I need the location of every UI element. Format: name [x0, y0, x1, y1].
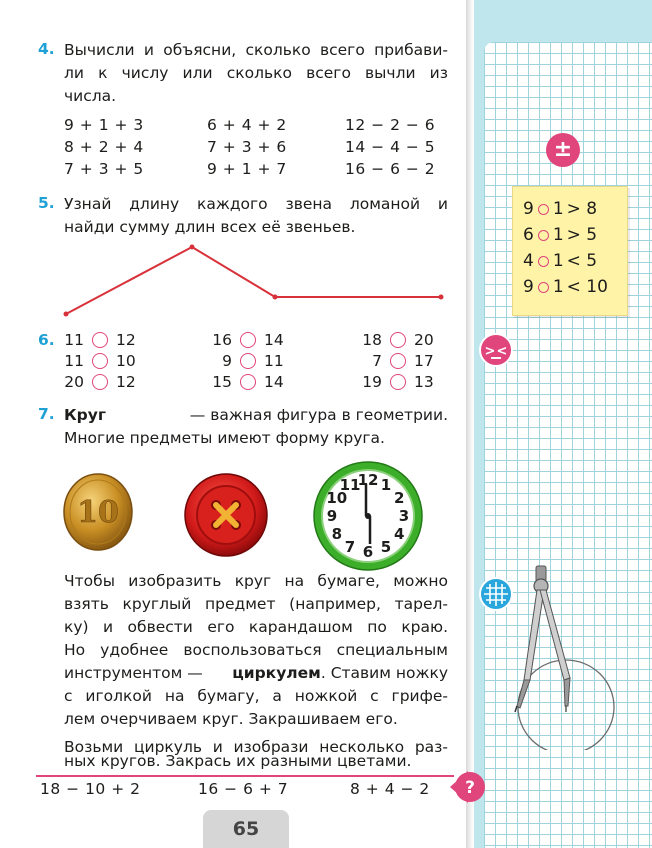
expression: 14 − 4 − 5	[345, 138, 436, 156]
note-row: 6 1 > 5	[523, 225, 598, 245]
comparison-row: 15 14	[212, 373, 284, 391]
expression: 8 + 2 + 4	[64, 138, 144, 156]
compare-circle[interactable]	[538, 282, 549, 293]
compare-circle[interactable]	[92, 332, 108, 348]
clock-numeral: 9	[326, 507, 338, 525]
broken-line-figure	[0, 0, 466, 330]
clock-numeral: 1	[380, 475, 392, 494]
expression: 6 + 4 + 2	[207, 116, 287, 134]
task-5-number: 5.	[38, 194, 55, 212]
task-7-text-line: инструментом — циркулем . Ставим ножку	[64, 662, 448, 685]
comparison-note	[512, 186, 628, 316]
compare-circle[interactable]	[390, 332, 406, 348]
compare-circle[interactable]	[240, 353, 256, 369]
task-7-text-line: с иголкой на бумагу, а ножкой с грифе-	[64, 687, 448, 705]
svg-text:>: >	[484, 344, 496, 359]
task-4-text-line: Вычисли и объясни, сколько всего прибави-	[64, 41, 448, 59]
compare-circle[interactable]	[240, 332, 256, 348]
note-row: 9 1 > 8	[523, 199, 598, 219]
task-7-text-line: Многие предметы имеют форму круга.	[64, 429, 385, 447]
task-4-number: 4.	[38, 40, 55, 58]
clock-image	[312, 460, 424, 572]
task-5-text-line: найди сумму длин всех её звеньев.	[64, 218, 356, 236]
compare-icon[interactable]	[479, 333, 513, 367]
clock-numeral: 3	[398, 507, 410, 525]
expression: 7 + 3 + 5	[64, 160, 144, 178]
task-4-text-line: числа.	[64, 87, 117, 105]
bottom-expression: 18 − 10 + 2	[40, 780, 141, 798]
comparison-row: 11 10	[64, 352, 136, 370]
compare-circle[interactable]	[240, 374, 256, 390]
clock-numeral: 6	[362, 543, 374, 561]
compare-circle[interactable]	[538, 230, 549, 241]
page-fold	[466, 0, 474, 848]
compass-drawing	[500, 560, 640, 750]
task-7-number: 7.	[38, 405, 55, 423]
divider	[36, 775, 454, 777]
note-row: 4 1 < 5	[523, 251, 598, 271]
bottom-expression: 8 + 4 − 2	[350, 780, 430, 798]
coin-image	[62, 472, 134, 552]
compare-circle[interactable]	[538, 204, 549, 215]
task-7-text-line: ных кругов. Закрась их разными цветами.	[64, 752, 412, 770]
question-icon[interactable]	[446, 767, 486, 807]
task-7-title-line: Круг — важная фигура в геометрии.	[64, 404, 448, 427]
note-row: 9 1 < 10	[523, 277, 608, 297]
comparison-row: 19 13	[362, 373, 434, 391]
term-circle: Круг	[64, 406, 106, 424]
clock-numeral: 2	[393, 489, 405, 507]
comparison-row: 20 12	[64, 373, 136, 391]
clock-numeral: 11	[339, 475, 361, 494]
expression: 7 + 3 + 6	[207, 138, 287, 156]
clock-numeral: 7	[344, 538, 356, 557]
expression: 9 + 1 + 3	[64, 116, 144, 134]
clock-numeral: 10	[326, 489, 348, 507]
bottom-expression: 16 − 6 + 7	[198, 780, 289, 798]
expression: 9 + 1 + 7	[207, 160, 287, 178]
task-5-text-line: Узнай длину каждого звена ломаной и	[64, 195, 448, 213]
compare-circle[interactable]	[538, 256, 549, 267]
expression: 16 − 6 − 2	[345, 160, 436, 178]
clock-numeral: 8	[331, 525, 343, 543]
page-number: 65	[203, 810, 289, 848]
svg-text:<: <	[496, 344, 508, 359]
clock-numeral: 4	[393, 525, 405, 543]
task-7-text-line: взять круглый предмет (например, тарел-	[64, 595, 448, 613]
term-compass: циркулем	[232, 664, 321, 682]
compare-circle[interactable]	[390, 353, 406, 369]
task-6-number: 6.	[38, 331, 55, 349]
compare-circle[interactable]	[390, 374, 406, 390]
comparison-row: 9 11	[222, 352, 284, 370]
comparison-row: 7 17	[372, 352, 434, 370]
comparison-row: 11 12	[64, 331, 136, 349]
task-4-text-line: ли к числу или сколько всего вычли из	[64, 64, 448, 82]
expression: 12 − 2 − 6	[345, 116, 436, 134]
task-7-text-line: ку) и обвести его карандашом по краю.	[64, 618, 448, 636]
task-7-text-line: Но удобнее воспользоваться специальным	[64, 641, 448, 659]
svg-text:?: ?	[465, 778, 475, 798]
coin-value: 10	[77, 495, 119, 530]
compare-circle[interactable]	[92, 374, 108, 390]
plus-minus-icon[interactable]: ±	[546, 133, 580, 167]
button-image	[183, 472, 269, 558]
task-7-text-line: лем очерчиваем круг. Закрашиваем его.	[64, 710, 398, 728]
task-7-text-line: Чтобы изобразить круг на бумаге, можно	[64, 572, 448, 590]
clock-numeral: 12	[357, 471, 379, 489]
task-7-text-line: Возьми циркуль и изобрази несколько раз-	[64, 738, 448, 756]
compare-circle[interactable]	[92, 353, 108, 369]
clock-numeral: 5	[380, 538, 392, 557]
comparison-row: 18 20	[362, 331, 434, 349]
comparison-row: 16 14	[212, 331, 284, 349]
